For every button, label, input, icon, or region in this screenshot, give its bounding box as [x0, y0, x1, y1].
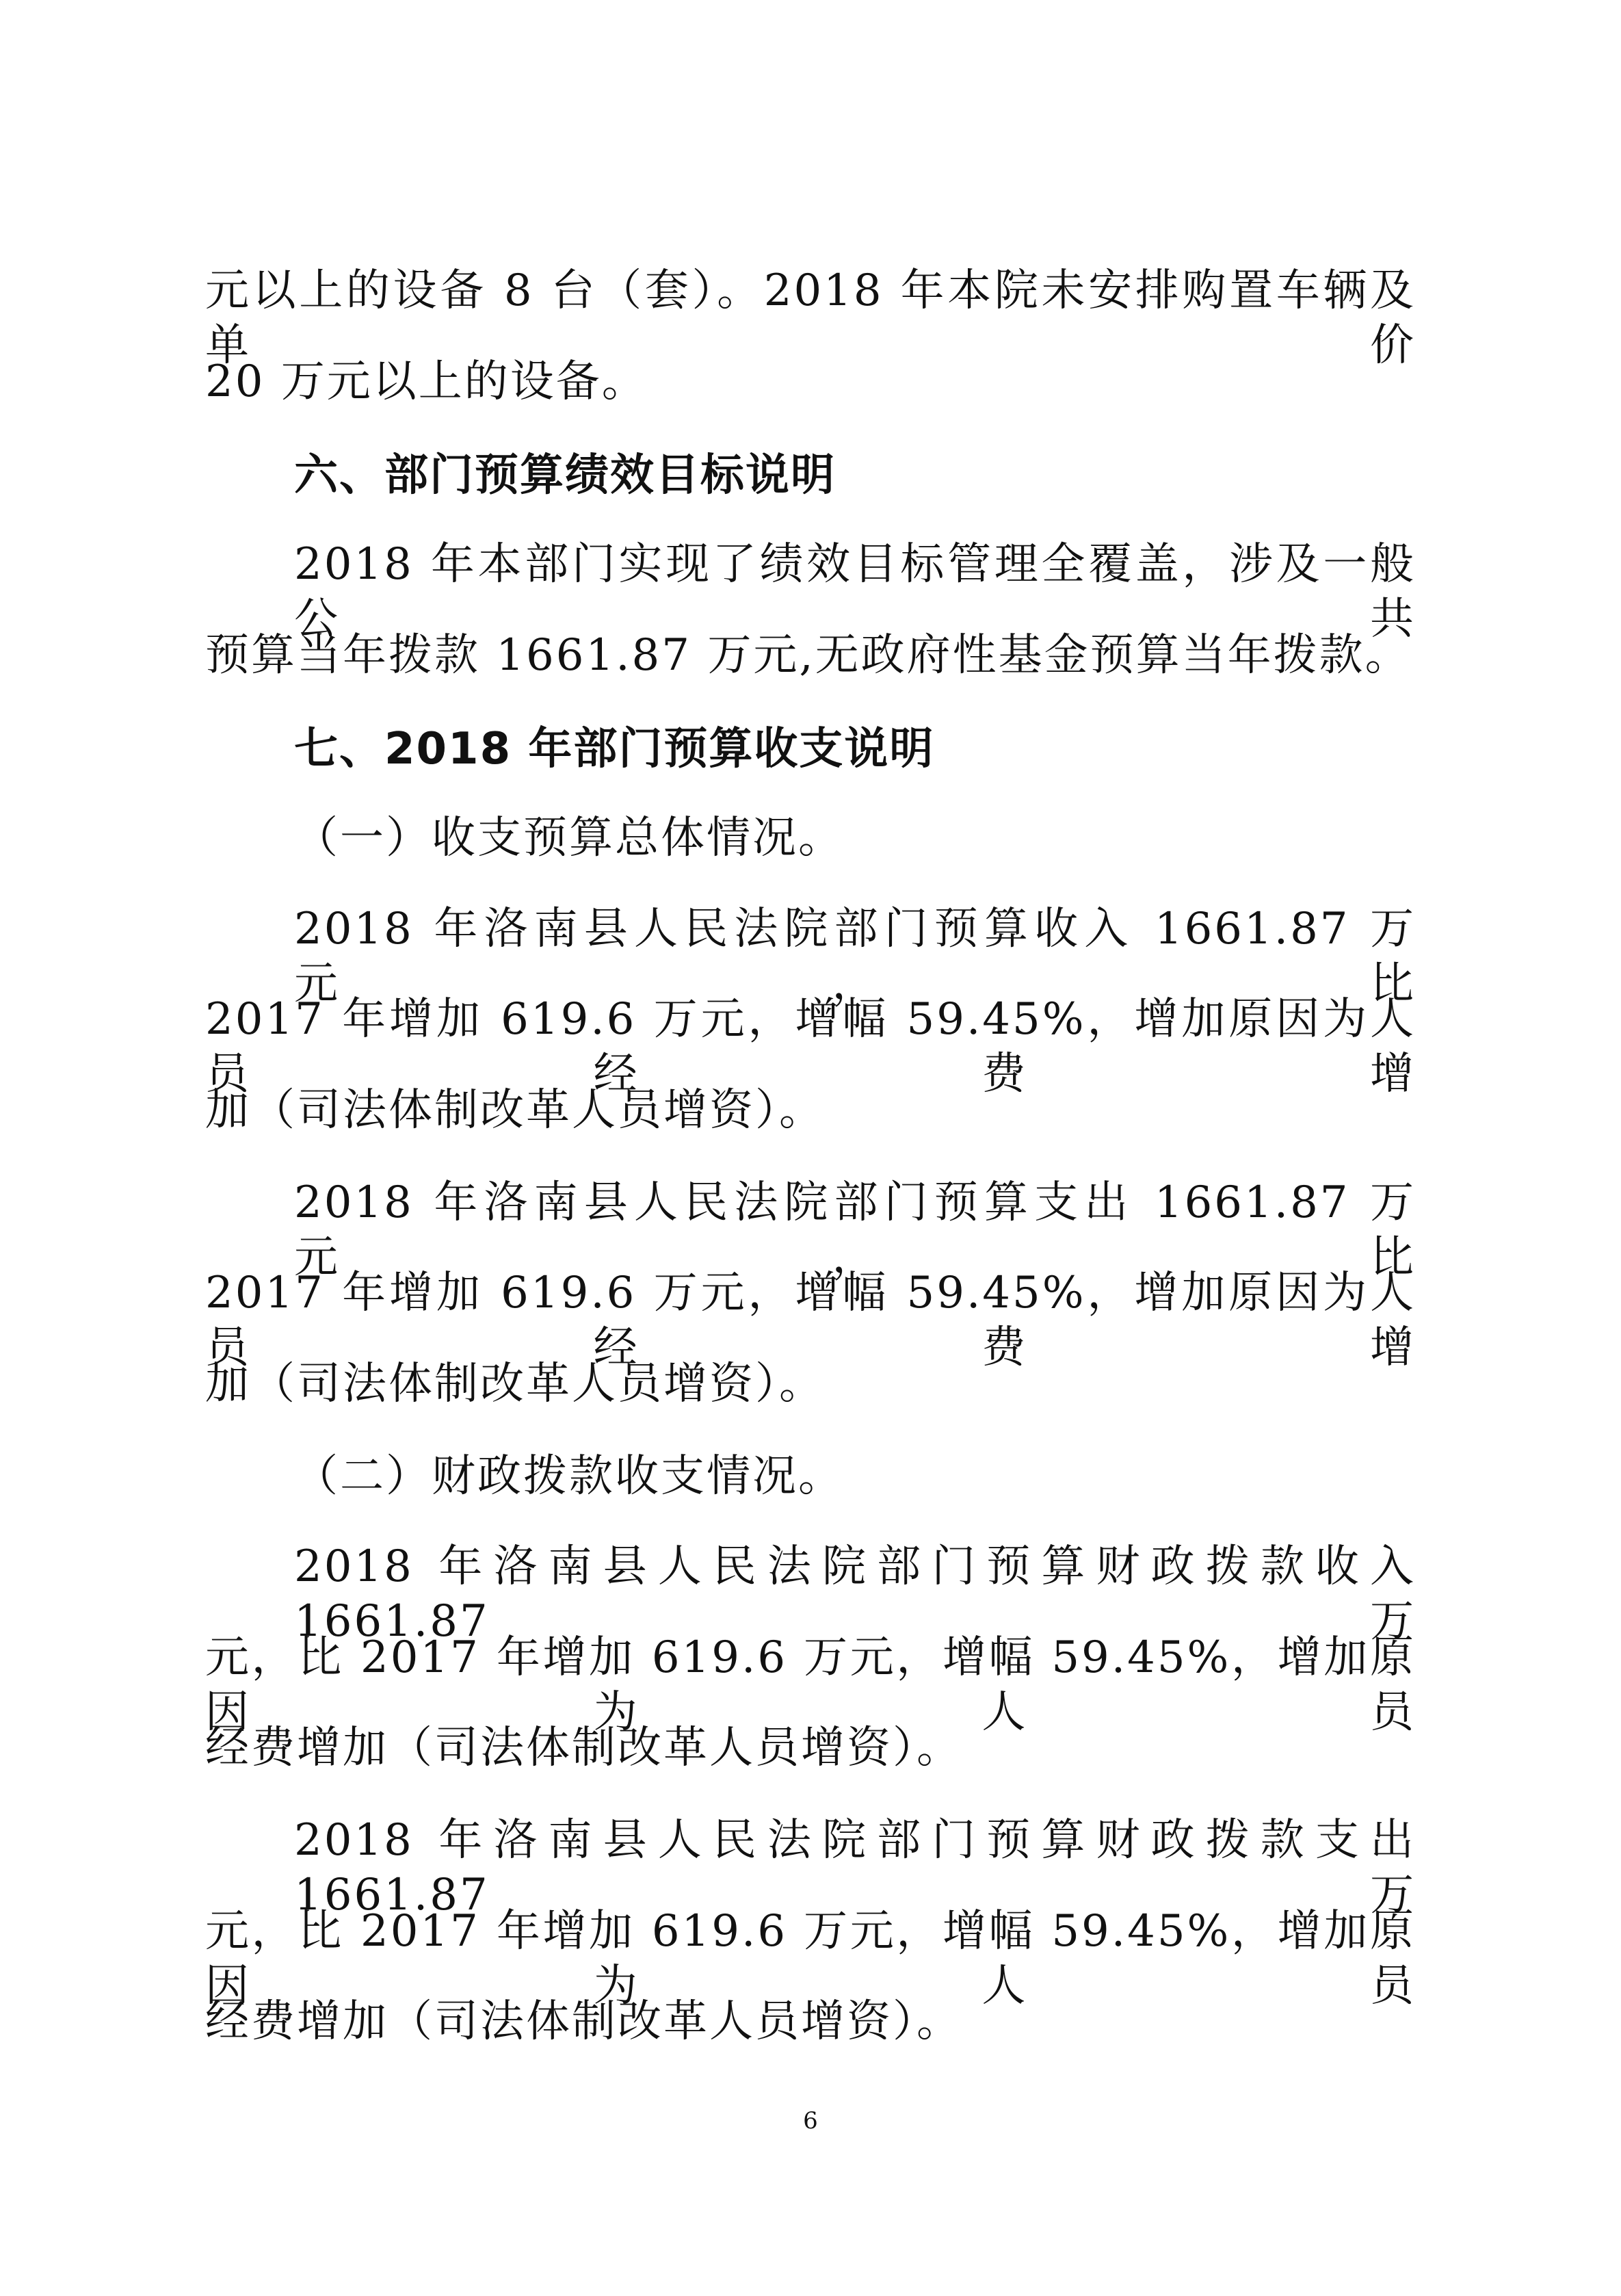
paragraph-equipment-line-1: 元以上的设备 8 台（套）。2018 年本院未安排购置车辆及单价 [205, 265, 1416, 371]
paragraph-fiscal-income-line-1: 2018 年洛南县人民法院部门预算财政拨款收入 1661.87 万 [294, 1541, 1416, 1647]
paragraph-fiscal-income-line-3: 经费增加（司法体制改革人员增资）。 [205, 1723, 962, 1773]
paragraph-fiscal-income-line-2: 元，比 2017 年增加 619.6 万元，增幅 59.45%，增加原因为人员 [205, 1632, 1416, 1738]
paragraph-income-line-2: 2017 年增加 619.6 万元，增幅 59.45%，增加原因为人员经费增 [205, 994, 1416, 1099]
subheading-fiscal: （二）财政拨款收支情况。 [294, 1451, 844, 1502]
subheading-overall: （一）收支预算总体情况。 [294, 813, 844, 863]
paragraph-expense-line-3: 加（司法体制改革人员增资）。 [205, 1359, 825, 1409]
page-number: 6 [803, 2107, 818, 2135]
section-heading-budget: 七、2018 年部门预算收支说明 [294, 724, 935, 774]
paragraph-expense-line-2: 2017 年增加 619.6 万元，增幅 59.45%，增加原因为人员经费增 [205, 1268, 1416, 1373]
paragraph-income-line-3: 加（司法体制改革人员增资）。 [205, 1085, 825, 1136]
paragraph-performance-line-1: 2018 年本部门实现了绩效目标管理全覆盖，涉及一般公共 [294, 539, 1416, 644]
paragraph-fiscal-expense-line-2: 元，比 2017 年增加 619.6 万元，增幅 59.45%，增加原因为人员 [205, 1906, 1416, 2011]
section-heading-performance: 六、部门预算绩效目标说明 [294, 450, 836, 501]
paragraph-performance-line-2: 预算当年拨款 1661.87 万元,无政府性基金预算当年拨款。 [205, 630, 1411, 681]
paragraph-fiscal-expense-line-3: 经费增加（司法体制改革人员增资）。 [205, 1996, 962, 2047]
paragraph-income-line-1: 2018 年洛南县人民法院部门预算收入 1661.87 万元，比 [294, 904, 1416, 1009]
paragraph-equipment-line-2: 20 万元以上的设备。 [205, 356, 648, 407]
paragraph-expense-line-1: 2018 年洛南县人民法院部门预算支出 1661.87 万元，比 [294, 1177, 1416, 1283]
paragraph-fiscal-expense-line-1: 2018 年洛南县人民法院部门预算财政拨款支出 1661.87 万 [294, 1815, 1416, 1920]
